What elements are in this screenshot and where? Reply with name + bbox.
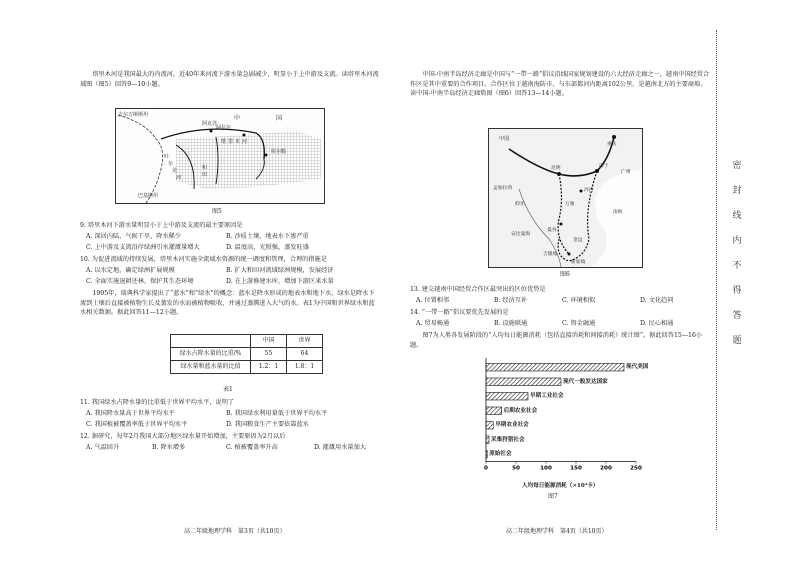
- map-label-yangon: 仰光: [515, 202, 525, 207]
- map-label-he3: 河: [176, 175, 182, 181]
- map-label-kunming: 昆明: [551, 166, 561, 171]
- q13-option-a[interactable]: A. 位置相邻: [416, 297, 450, 304]
- intro-q15-16: 图7为人类各发展阶段的“人均每日能源消耗（包括直接消耗和间接消耗）统计图”。据此回答15—16小题。: [410, 332, 703, 349]
- chart-category-label: 现代美国: [626, 364, 649, 370]
- table-cell: 绿水占降水量的比重/%: [171, 348, 251, 361]
- map-label-pakistan: 巴基斯坦: [138, 193, 159, 199]
- map-label-south-china-sea: 南海: [613, 210, 623, 215]
- right-page-footer: 高二年级地理学科 第4页（共10页）: [506, 528, 608, 535]
- map-label-singapore: 新加坡: [571, 260, 586, 265]
- q12-options-row: [86, 443, 366, 453]
- chart-category-label: 现代一般发达国家: [563, 378, 608, 385]
- table-row: [171, 361, 323, 374]
- seal-dotted-line: [716, 30, 717, 530]
- map-label-kuala-lumpur: 吉隆坡: [543, 252, 558, 257]
- table-1: [170, 334, 323, 374]
- map-label-he: 河: [242, 139, 248, 145]
- indochina-corridor-map: [488, 128, 643, 268]
- energy-chart-xlabel: 人均每日能源消耗（×10³卡）: [522, 483, 599, 489]
- q11-options-row1: [86, 409, 327, 419]
- q13-option-d[interactable]: D. 文化趋同: [640, 297, 674, 304]
- seal-char: 线: [732, 211, 742, 221]
- seal-char: 内: [732, 236, 742, 246]
- table-row: [171, 348, 323, 361]
- table-1-caption: 表1: [223, 386, 233, 393]
- map-label-phnom-penh: 金边: [573, 238, 583, 243]
- q13-options-row: [416, 296, 673, 306]
- map-label-tian: 田: [202, 172, 208, 178]
- map-label-aksu: 阿克苏: [202, 121, 218, 127]
- corridor-map-svg: [489, 129, 643, 268]
- map-label-li: 里: [228, 139, 234, 145]
- chart-x-tick-label: 200: [600, 465, 612, 472]
- fig6-caption: 图6: [560, 271, 570, 278]
- map-label-guo: 国: [276, 115, 283, 122]
- chart-category-label: 采集狩猎社会: [491, 436, 525, 443]
- intro-q13-14: 中国-中南半岛经济走廊是中国与“一带一路”倡议沿线国家规划建设的六大经济走廊之一，越南中国经贸合作区是其中重要的合作项目。合作区位于越南海防市，与东部都河内距离102公里，是越南北方的主要商埠。读中国-中南半岛经济走廊简图（图6）回答13—14小题。: [410, 71, 710, 98]
- q14-options-row: [416, 319, 673, 329]
- q14-option-c[interactable]: C. 资金融通: [562, 320, 596, 327]
- q11-option-a[interactable]: A. 我国降水量高于世界平均水平: [86, 410, 175, 417]
- chart-category-label: 早期工业社会: [530, 393, 564, 399]
- q9-option-c[interactable]: C. 上中游及支流沿岸绿洲引水灌溉量增大: [86, 244, 200, 251]
- energy-chart: [480, 356, 680, 501]
- q14-option-a[interactable]: A. 贸易畅通: [416, 320, 450, 327]
- left-page-footer: 高二年级地理学科 第3页（共10页）: [184, 528, 286, 535]
- seal-char: 题: [732, 336, 742, 346]
- seal-char: 不: [732, 261, 742, 271]
- q11-option-d[interactable]: D. 我国粮食生产主要依靠蓝水: [226, 421, 309, 428]
- energy-chart-svg: [480, 356, 680, 481]
- chart-bar: [486, 451, 487, 459]
- q13-stem: 13. 建交越南中国经贸合作区最突出的区位优势是: [410, 286, 546, 293]
- map-label-chongqing: 重庆: [607, 142, 617, 147]
- tarim-map-svg: [116, 109, 325, 204]
- table-cell: 64: [287, 348, 323, 361]
- map-label-kyrgyzstan: 吉尔吉斯斯坦: [118, 112, 149, 118]
- intro-q9-10: 塔里木河是我国最大的内流河。近40年来河流下游水量急剧减少，明显小于上中游及支流。读塔里木河流域图（图5）回答9—10小题。: [80, 71, 379, 88]
- chart-category-label: 早期农业社会: [495, 422, 529, 428]
- chart-bar: [486, 393, 528, 401]
- table-cell: 1.8：1: [287, 361, 323, 374]
- table-1-header-china: 中国: [251, 335, 287, 348]
- q10-options-row2: [86, 277, 334, 287]
- chart-x-tick-label: 100: [540, 465, 552, 472]
- seal-char: 得: [732, 286, 742, 296]
- chart-x-tick-label: 250: [630, 465, 642, 472]
- map-label-he2: 和: [202, 165, 208, 171]
- table-1-header-empty: [171, 335, 251, 348]
- chart-category-label: 后期农业社会: [503, 407, 538, 414]
- map-label-vientiane: 万象: [565, 202, 575, 207]
- seal-char: 答: [732, 311, 742, 321]
- seal-char: 密: [732, 161, 742, 171]
- q9-stem: 9. 塔里木河下游水量明显小于上中游及支流的最主要原因是: [80, 222, 243, 229]
- q10-stem: 10. 为促进流域的持续发展，塔里木河实施全流域水资源的统一调度和管理，合理的措施是: [80, 256, 327, 263]
- q12-option-b[interactable]: B. 降水增多: [152, 444, 186, 451]
- q10-option-c[interactable]: C. 全面实施退耕还林，保护其生态环境: [86, 278, 194, 285]
- q11-option-b[interactable]: B. 我国绿水利用量低于世界平均水平: [226, 410, 328, 417]
- chart-bar: [486, 436, 489, 444]
- chart-bar: [486, 407, 502, 415]
- table-cell: 1.2：1: [251, 361, 287, 374]
- map-label-mu: 木: [235, 139, 241, 145]
- fig5-caption: 图5: [212, 208, 222, 215]
- tarim-river-map: [115, 108, 325, 204]
- map-label-bangkok: 曼谷: [547, 228, 557, 233]
- map-label-guangzhou: 广州: [621, 170, 631, 175]
- q13-option-c[interactable]: C. 环境相似: [562, 297, 596, 304]
- q11-option-c[interactable]: C. 我国植被覆盖率低于世界平均水平: [86, 421, 188, 428]
- map-label-er: 尔: [168, 161, 174, 167]
- chart-bar: [486, 378, 561, 386]
- map-label-zhong: 中: [234, 115, 241, 122]
- chart-x-tick-label: 50: [512, 465, 520, 472]
- q9-option-d[interactable]: D. 温度高，光照强，蒸发旺盛: [226, 244, 309, 251]
- q14-stem: 14. “一带一路”倡议要优先发展的是: [410, 309, 509, 316]
- table-cell: 55: [251, 348, 287, 361]
- table-cell: 绿水量和蓝水量的比值: [171, 361, 251, 374]
- chart-x-tick-label: 0: [484, 465, 488, 472]
- map-label-ye: 叶: [164, 154, 170, 160]
- intro-q11-12: 1995年，瑞典科学家提出了“蓝水”和“绿水”的概念：蓝水是降水形成的地表水和地下水，绿水是降水下渗到土壤后直接被植物生长及蒸发的水而被植物吸收，并通过蒸腾进入大气的水。表1为中国和世界绿水和蓝水相关数据。据此回答11—12小题。: [80, 290, 375, 317]
- chart-bar: [486, 422, 493, 430]
- map-label-alar: 阿拉尔: [216, 125, 232, 131]
- q12-option-c[interactable]: C. 植被覆盖率升高: [226, 444, 278, 451]
- q9-option-b[interactable]: B. 沙质土壤，地表水下渗严重: [226, 233, 309, 240]
- map-label-andaman-sea: 安达曼海: [511, 232, 531, 237]
- map-label-bay-of-bengal: 孟加拉湾: [493, 186, 513, 191]
- q9-options-row1: [86, 232, 309, 242]
- table-1-header-world: 世界: [287, 335, 323, 348]
- chart-bar: [486, 364, 624, 372]
- q11-options-row2: [86, 420, 309, 430]
- seal-char: 封: [732, 186, 742, 196]
- q9-options-row2: [86, 243, 309, 253]
- fig7-caption: 图7: [548, 493, 558, 500]
- map-label-china: 中国: [499, 136, 510, 142]
- q12-stem: 12. 据研究，每年2月我国大部分地区绿水量开始增加，主要原因为2月以后: [80, 433, 286, 440]
- q11-stem: 11. 我国绿水占降水量的比重低于世界平均水平，说明了: [80, 399, 235, 406]
- table-1-header-row: [171, 335, 323, 348]
- q12-option-a[interactable]: A. 气温回升: [86, 444, 120, 451]
- q14-option-b[interactable]: B. 设施联通: [494, 320, 528, 327]
- q14-option-d[interactable]: D. 民心相通: [640, 320, 674, 327]
- q10-option-b[interactable]: B. 扩大和田河流域绿洲规模，发展经济: [226, 267, 334, 274]
- map-label-ta: 塔: [221, 139, 227, 145]
- q10-option-a[interactable]: A. 以水定地，确定绿洲扩展规模: [86, 267, 175, 274]
- map-label-hanoi: 河内: [584, 188, 594, 193]
- map-label-korla: 库尔勒: [271, 149, 287, 155]
- q12-option-d[interactable]: D. 灌溉用水量加大: [314, 444, 366, 451]
- chart-x-tick-label: 150: [570, 465, 582, 472]
- q10-option-d[interactable]: D. 在上游修建水库，增加下游区来水量: [226, 278, 334, 285]
- chart-category-label: 原始社会: [489, 451, 512, 457]
- q13-option-b[interactable]: B. 经济互补: [494, 297, 528, 304]
- map-label-qiang: 羌: [172, 168, 178, 174]
- seal-line: [727, 30, 757, 530]
- map-label-nanning: 南宁: [599, 164, 609, 169]
- q9-option-a[interactable]: A. 深居内陆，气候干旱，降水稀少: [86, 233, 182, 240]
- q10-options-row1: [86, 266, 333, 276]
